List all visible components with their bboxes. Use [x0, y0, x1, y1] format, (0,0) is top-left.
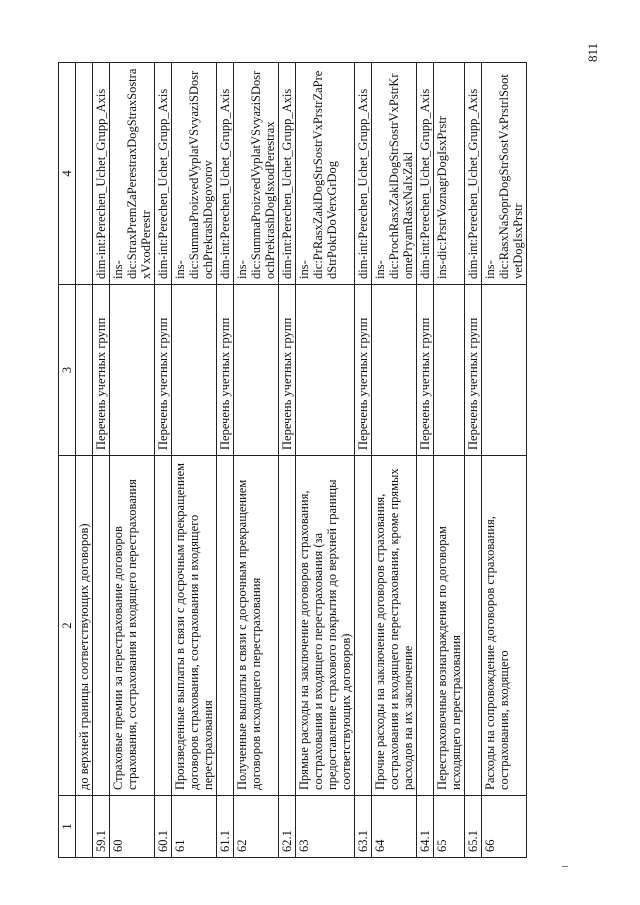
row-number-cell: 60 [110, 796, 155, 858]
table-row [279, 63, 296, 858]
dimension-cell: Перечень учетных групп [217, 285, 234, 456]
table-row [355, 63, 372, 858]
indicator-name-cell: Страховые премии за перестрахование договоров страхования, сострахования и входящего перестрахования [110, 456, 155, 796]
indicator-name-cell [217, 456, 234, 796]
dimension-cell [372, 285, 417, 456]
code-cell [76, 63, 93, 285]
header-cell-3: 3 [59, 285, 76, 456]
table-row [110, 63, 155, 858]
indicator-name-cell: Полученные выплаты в связи с досрочным прекращением договоров исходящего перестрахования [234, 456, 279, 796]
dimension-cell: Перечень учетных групп [155, 285, 172, 456]
row-number-cell: 64.1 [417, 796, 434, 858]
indicator-name-cell [279, 456, 296, 796]
dimension-cell: Перечень учетных групп [355, 285, 372, 456]
code-cell: dim-int:Perechen_Uchet_Grupp_Axis [417, 63, 434, 285]
code-cell: dim-int:Perechen_Uchet_Grupp_Axis [355, 63, 372, 285]
dimension-cell: Перечень учетных групп [279, 285, 296, 456]
code-cell: ins-dic:StraxPremZaPerestraxDogStraxSostraxVxodPerestr [110, 63, 155, 285]
row-number-cell: 65.1 [465, 796, 482, 858]
table-row [417, 63, 434, 858]
indicator-name-cell [155, 456, 172, 796]
table-row [482, 63, 527, 858]
row-number-cell: 60.1 [155, 796, 172, 858]
rotated-table-block [58, 63, 583, 858]
dimension-cell: Перечень учетных групп [417, 285, 434, 456]
row-number-cell: 62.1 [279, 796, 296, 858]
indicator-name-cell: Прямые расходы на заключение договоров страхования, сострахования и входящего перестрахования (за предоставление страхового покрытия до верхней границы соответствующих договоров) [296, 456, 355, 796]
row-number-cell: 66 [482, 796, 527, 858]
code-cell: ins-dic:PrRasxZaklDogStrSostrVxPrstrZaPredStrPokrDoVerxGrDog [296, 63, 355, 285]
scan-mark [562, 866, 568, 867]
table-row [296, 63, 355, 858]
indicator-name-cell [417, 456, 434, 796]
indicator-name-cell: Произведенные выплаты в связи с досрочным прекращением договоров страхования, сострахования и входящего перестрахования [172, 456, 217, 796]
table-row [155, 63, 172, 858]
code-cell: dim-int:Perechen_Uchet_Grupp_Axis [217, 63, 234, 285]
table-row [434, 63, 465, 858]
dimension-cell [296, 285, 355, 456]
code-cell: ins-dic:RasxNaSoprDogStrSostVxPrstrlSootvetDogIsxPrstr [482, 63, 527, 285]
row-number-cell [76, 796, 93, 858]
code-cell: dim-int:Perechen_Uchet_Grupp_Axis [155, 63, 172, 285]
header-cell-1: 1 [59, 796, 76, 858]
row-number-cell: 61 [172, 796, 217, 858]
code-cell: dim-int:Perechen_Uchet_Grupp_Axis [279, 63, 296, 285]
header-row [59, 63, 76, 858]
code-cell: dim-int:Perechen_Uchet_Grupp_Axis [465, 63, 482, 285]
code-cell: dim-int:Perechen_Uchet_Grupp_Axis [93, 63, 110, 285]
row-number-cell: 65 [434, 796, 465, 858]
dimension-cell [76, 285, 93, 456]
dimension-cell [110, 285, 155, 456]
header-cell-4: 4 [59, 63, 76, 285]
table-row [93, 63, 110, 858]
page-number: 811 [585, 42, 600, 62]
dimension-cell [234, 285, 279, 456]
table-row [217, 63, 234, 858]
table-row [465, 63, 482, 858]
table-row [234, 63, 279, 858]
row-number-cell: 62 [234, 796, 279, 858]
table-body [59, 63, 527, 858]
row-number-cell: 63.1 [355, 796, 372, 858]
header-cell-2: 2 [59, 456, 76, 796]
indicator-name-cell: Перестраховочные вознаграждения по договорам исходящего перестрахования [434, 456, 465, 796]
table-row [372, 63, 417, 858]
row-number-cell: 63 [296, 796, 355, 858]
code-cell: ins-dic:ProchRasxZaklDogStrSostrVxPstrKromePryamRasxNaIxZakl [372, 63, 417, 285]
code-cell: ins-dic:SummaProizvedVyplatVSvyaziSDosrochPrekrashDogovorov [172, 63, 217, 285]
dimension-cell: Перечень учетных групп [465, 285, 482, 456]
row-number-cell: 61.1 [217, 796, 234, 858]
indicator-name-cell [93, 456, 110, 796]
table-row [76, 63, 93, 858]
dimension-cell [434, 285, 465, 456]
code-cell: ins-dic:PrstrVoznagrDogIsxPrstr [434, 63, 465, 285]
code-cell: ins-dic:SummaProizvedVyplatVSvyaziSDosrochPrekrashDogIsxodPerestrax [234, 63, 279, 285]
indicator-name-cell [465, 456, 482, 796]
dimension-cell [482, 285, 527, 456]
indicator-name-cell: Прочие расходы на заключение договоров страхования, сострахования и входящего перестрахования, кроме прямых расходов на их заключение [372, 456, 417, 796]
row-number-cell: 64 [372, 796, 417, 858]
row-number-cell: 59.1 [93, 796, 110, 858]
data-table [58, 62, 527, 858]
dimension-cell: Перечень учетных групп [93, 285, 110, 456]
dimension-cell [172, 285, 217, 456]
indicator-name-cell: до верхней границы соответствующих договоров) [76, 456, 93, 796]
table-row [172, 63, 217, 858]
indicator-name-cell: Расходы на сопровождение договоров страхования, сострахования, входящего [482, 456, 527, 796]
indicator-name-cell [355, 456, 372, 796]
